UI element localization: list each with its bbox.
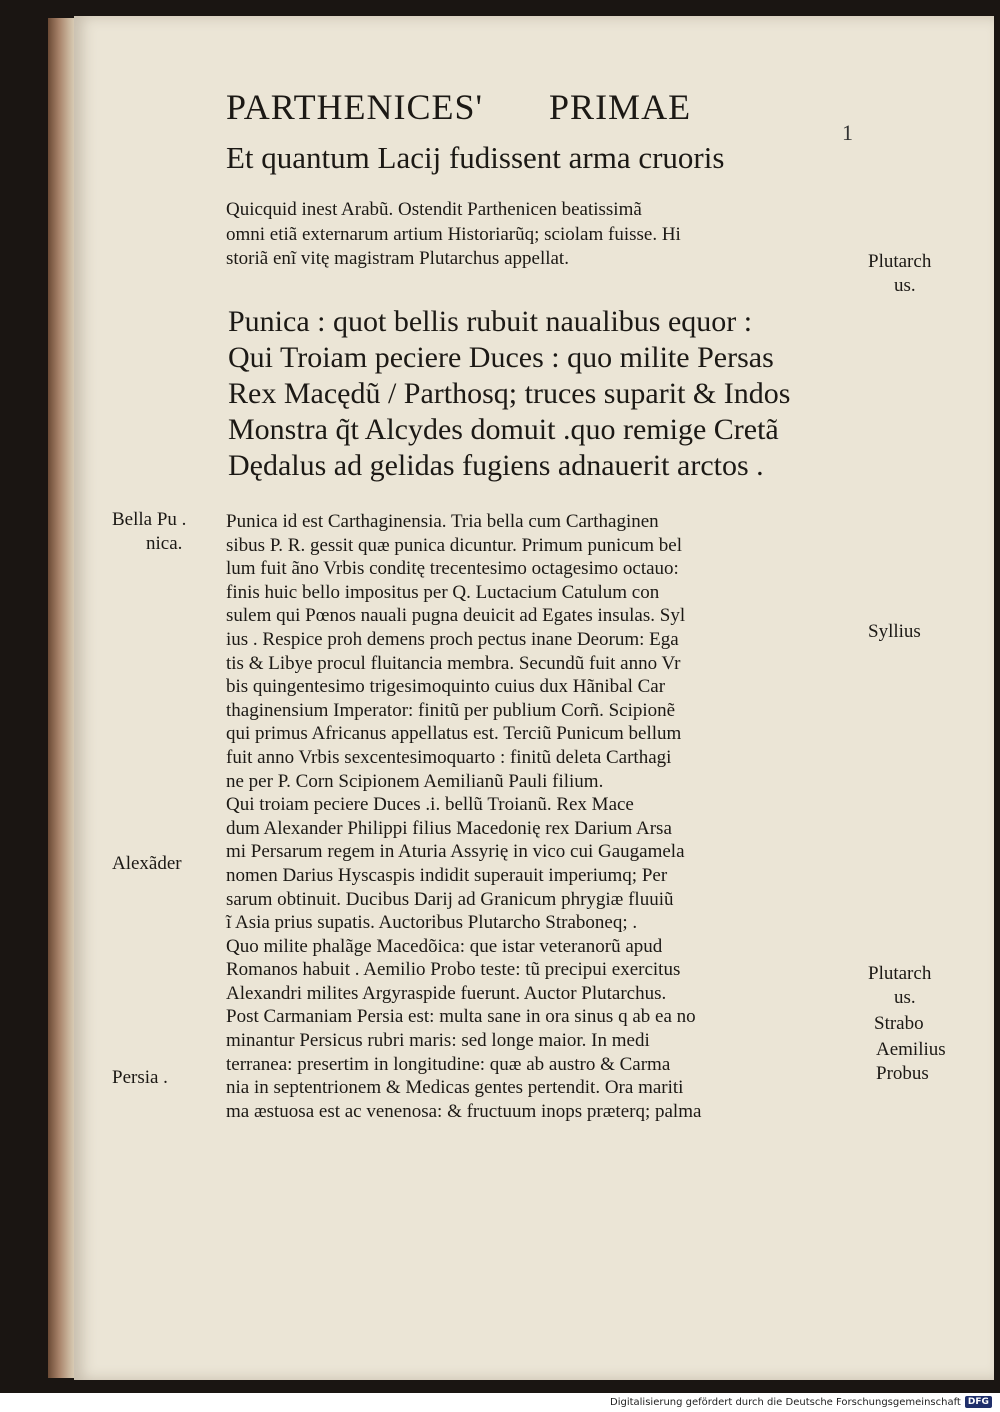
commentary-line: lum fuit ãno Vrbis conditę trecentesimo octagesimo octauo: <box>226 558 679 580</box>
running-header: PARTHENICES' PRIMAE <box>226 87 692 127</box>
commentary-line: storiã enĩ vitę magistram Plutarchus appellat. <box>226 248 569 269</box>
verse-intro: Et quantum Lacij fudissent arma cruoris <box>226 140 725 175</box>
commentary-line: Romanos habuit . Aemilio Probo teste: tũ precipui exercitus <box>226 959 681 981</box>
credit-text: Digitalisierung gefördert durch die Deutsche Forschungsgemeinschaft <box>610 1396 961 1408</box>
commentary-line: fuit anno Vrbis sexcentesimoquarto : finitũ deleta Carthagi <box>226 746 672 768</box>
commentary-line: Post Carmaniam Persia est: multa sane in ora sinus q ab ea no <box>226 1006 696 1028</box>
margin-note-line: us. <box>894 987 916 1008</box>
commentary-line: tis & Libye procul fluitancia membra. Secundũ fuit anno Vr <box>226 652 681 674</box>
commentary-line: minantur Persicus rubri maris: sed longe maior. In medi <box>226 1030 650 1052</box>
margin-note-line: nica. <box>146 533 183 554</box>
commentary-line: Punica id est Carthaginensia. Tria bella cum Carthaginen <box>226 511 659 532</box>
margin-note-line: us. <box>894 275 916 296</box>
commentary-line: finis huic bello impositus per Q. Luctacium Catulum con <box>226 581 660 603</box>
margin-note-plutarchus-2 <box>868 962 931 1010</box>
commentary-line: Alexandri milites Argyraspide fuerunt. Auctor Plutarchus. <box>226 982 667 1004</box>
verse-line: Rex Macędũ / Parthosq; truces suparit & Indos <box>228 377 791 410</box>
digitization-credit <box>610 1396 992 1408</box>
commentary-line: ma æstuosa est ac venenosa: & fructuum inops præterq; palma <box>226 1100 702 1122</box>
margin-note-line: Aemilius <box>876 1039 946 1060</box>
margin-note-strabo: Strabo <box>874 1013 924 1034</box>
commentary-line: ĩ Asia prius supatis. Auctoribus Plutarcho Straboneq; . <box>226 912 638 934</box>
commentary-2 <box>226 510 701 1123</box>
margin-note-alexander: Alexãder <box>112 853 182 874</box>
verse-line: Punica : quot bellis rubuit naualibus equor : <box>228 305 753 338</box>
margin-note-aemilius-probus <box>876 1038 946 1086</box>
commentary-1 <box>226 198 871 272</box>
margin-note-persia: Persia . <box>112 1067 168 1088</box>
page-mark: 1 <box>842 120 853 145</box>
verse-line: Dędalus ad gelidas fugiens adnauerit arctos . <box>228 449 764 482</box>
commentary-line: nomen Darius Hyscaspis indidit superauit imperiumq; Per <box>226 864 668 886</box>
margin-note-bella-punica <box>112 508 186 556</box>
verse-line: Qui Troiam peciere Duces : quo milite Persas <box>228 341 774 374</box>
commentary-line: sarum obtinuit. Ducibus Darij ad Granicum phrygiæ fluuiũ <box>226 888 674 910</box>
commentary-line: mi Persarum regem in Aturia Assyrię in vico cui Gaugamela <box>226 841 685 863</box>
commentary-line: terranea: presertim in longitudine: quæ ab austro & Carma <box>226 1053 671 1075</box>
verse-block <box>228 304 790 484</box>
commentary-line: thaginensium Imperator: finitũ per publium Corñ. Scipionẽ <box>226 699 676 721</box>
commentary-line: bis quingentesimo trigesimoquinto cuius dux Hãnibal Car <box>226 676 666 698</box>
book-edge <box>48 18 76 1378</box>
commentary-line: ius . Respice proh demens proch pectus inane Deorum: Ega <box>226 628 679 650</box>
commentary-line: omni etiã externarum artium Historiarũq; sciolam fuisse. Hi <box>226 223 681 245</box>
margin-note-syllius: Syllius <box>868 621 921 642</box>
commentary-line: Qui troiam peciere Duces .i. bellũ Troianũ. Rex Mace <box>226 794 634 816</box>
commentary-line: Quo milite phalãge Macedõica: que istar veteranorũ apud <box>226 935 663 957</box>
commentary-line: qui primus Africanus appellatus est. Terciũ Punicum bellum <box>226 723 682 745</box>
verse-line: Monstra q̃t Alcydes domuit .quo remige Cretã <box>228 413 779 446</box>
margin-note-line: Plutarch <box>868 251 932 272</box>
commentary-line: sibus P. R. gessit quæ punica dicuntur. Primum punicum bel <box>226 534 682 556</box>
margin-note-plutarchus <box>868 250 931 298</box>
dfg-logo-icon: DFG <box>965 1396 992 1408</box>
commentary-line: ne per P. Corn Scipionem Aemilianũ Pauli filium. <box>226 770 604 792</box>
commentary-line: dum Alexander Philippi filius Macedonię rex Darium Arsa <box>226 817 672 839</box>
margin-note-line: Plutarch <box>868 963 932 984</box>
commentary-line: Quicquid inest Arabũ. Ostendit Parthenicen beatissimã <box>226 199 642 220</box>
commentary-line: nia in septentrionem & Medicas gentes pertendit. Ora mariti <box>226 1077 684 1099</box>
commentary-line: sulem qui Pœnos nauali pugna deuicit ad Egates insulas. Syl <box>226 605 686 627</box>
margin-note-line: Bella Pu . <box>112 509 187 530</box>
margin-note-line: Probus <box>876 1063 929 1084</box>
